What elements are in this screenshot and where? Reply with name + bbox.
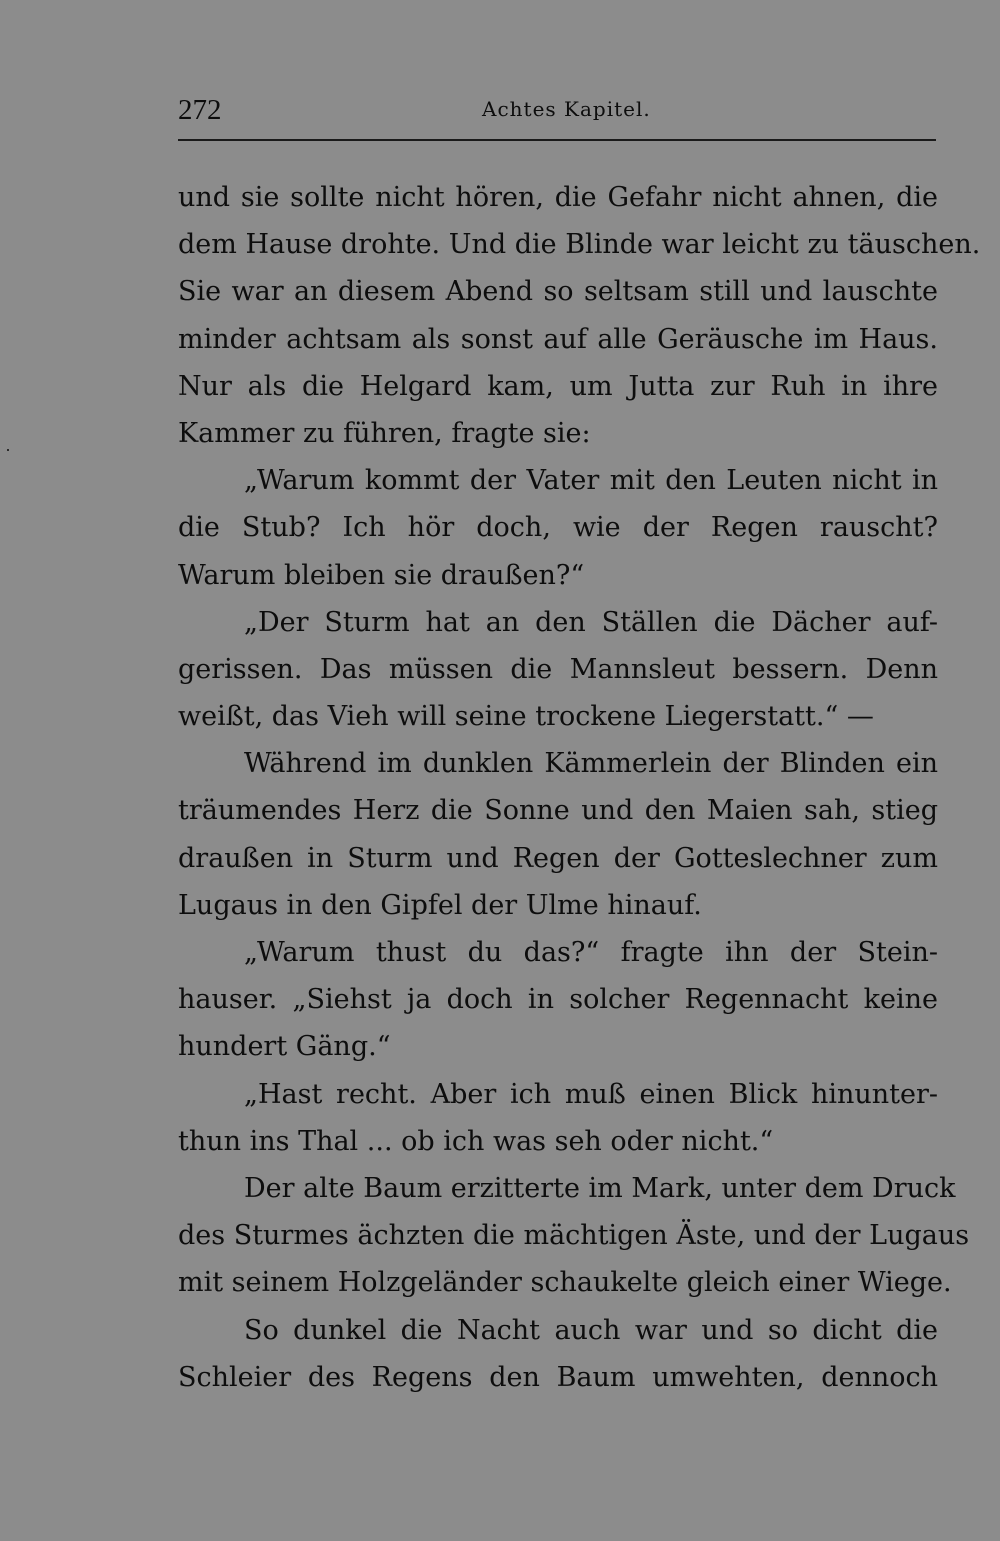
text-line: Warum bleiben sie draußen?“ [178,559,585,591]
text-line: „Der Sturm hat an den Ställen die Dächer auf- [244,606,938,638]
text-line: Sie war an diesem Abend so seltsam still und lauschte [178,276,938,308]
text-line: mit seinem Holzgeländer schaukelte gleich einer Wiege. [178,1267,952,1299]
page-number: 272 [178,94,222,126]
text-line: Lugaus in den Gipfel der Ulme hinauf. [178,889,702,921]
text-line: minder achtsam als sonst auf alle Geräusche im Haus. [178,323,938,355]
margin-speck [7,449,9,451]
text-line: hundert Gäng.“ [178,1031,391,1063]
text-line: des Sturmes ächzten die mächtigen Äste, und der Lugaus [178,1220,970,1252]
running-head [178,92,936,132]
text-line: und sie sollte nicht hören, die Gefahr nicht ahnen, die [178,182,938,213]
text-line: Schleier des Regens den Baum umwehten, dennoch [178,1361,938,1393]
text-line: draußen in Sturm und Regen der Gotteslechner zum [178,842,938,874]
text-line: Der alte Baum erzitterte im Mark, unter dem Druck [244,1172,956,1204]
header-rule [178,139,936,141]
text-line: „Warum thust du das?“ fragte ihn der Stein- [244,937,938,968]
text-line: hauser. „Siehst ja doch in solcher Regennacht keine [178,984,938,1016]
text-line: „Hast recht. Aber ich muß einen Blick hinunter- [244,1078,938,1110]
body-text [178,174,981,1401]
text-line: gerissen. Das müssen die Mannsleut bessern. Denn [178,653,938,685]
text-line: die Stub? Ich hör doch, wie der Regen rauscht? [178,512,938,544]
text-line: weißt, das Vieh will seine trockene Liegerstatt.“ — [178,701,874,733]
text-line: dem Hause drohte. Und die Blinde war leicht zu täuschen. [178,229,981,261]
text-line: „Warum kommt der Vater mit den Leuten nicht in [244,465,938,497]
text-line: So dunkel die Nacht auch war und so dicht die [244,1314,938,1346]
text-line: Nur als die Helgard kam, um Jutta zur Ruh in ihre [178,370,938,402]
text-line: Kammer zu führen, fragte sie: [178,417,591,449]
text-line: träumendes Herz die Sonne und den Maien sah, stieg [178,795,938,827]
text-line: Während im dunklen Kämmerlein der Blinden ein [244,748,938,780]
chapter-title: Achtes Kapitel. [482,97,651,121]
text-line: thun ins Thal ... ob ich was seh oder nicht.“ [178,1125,774,1157]
